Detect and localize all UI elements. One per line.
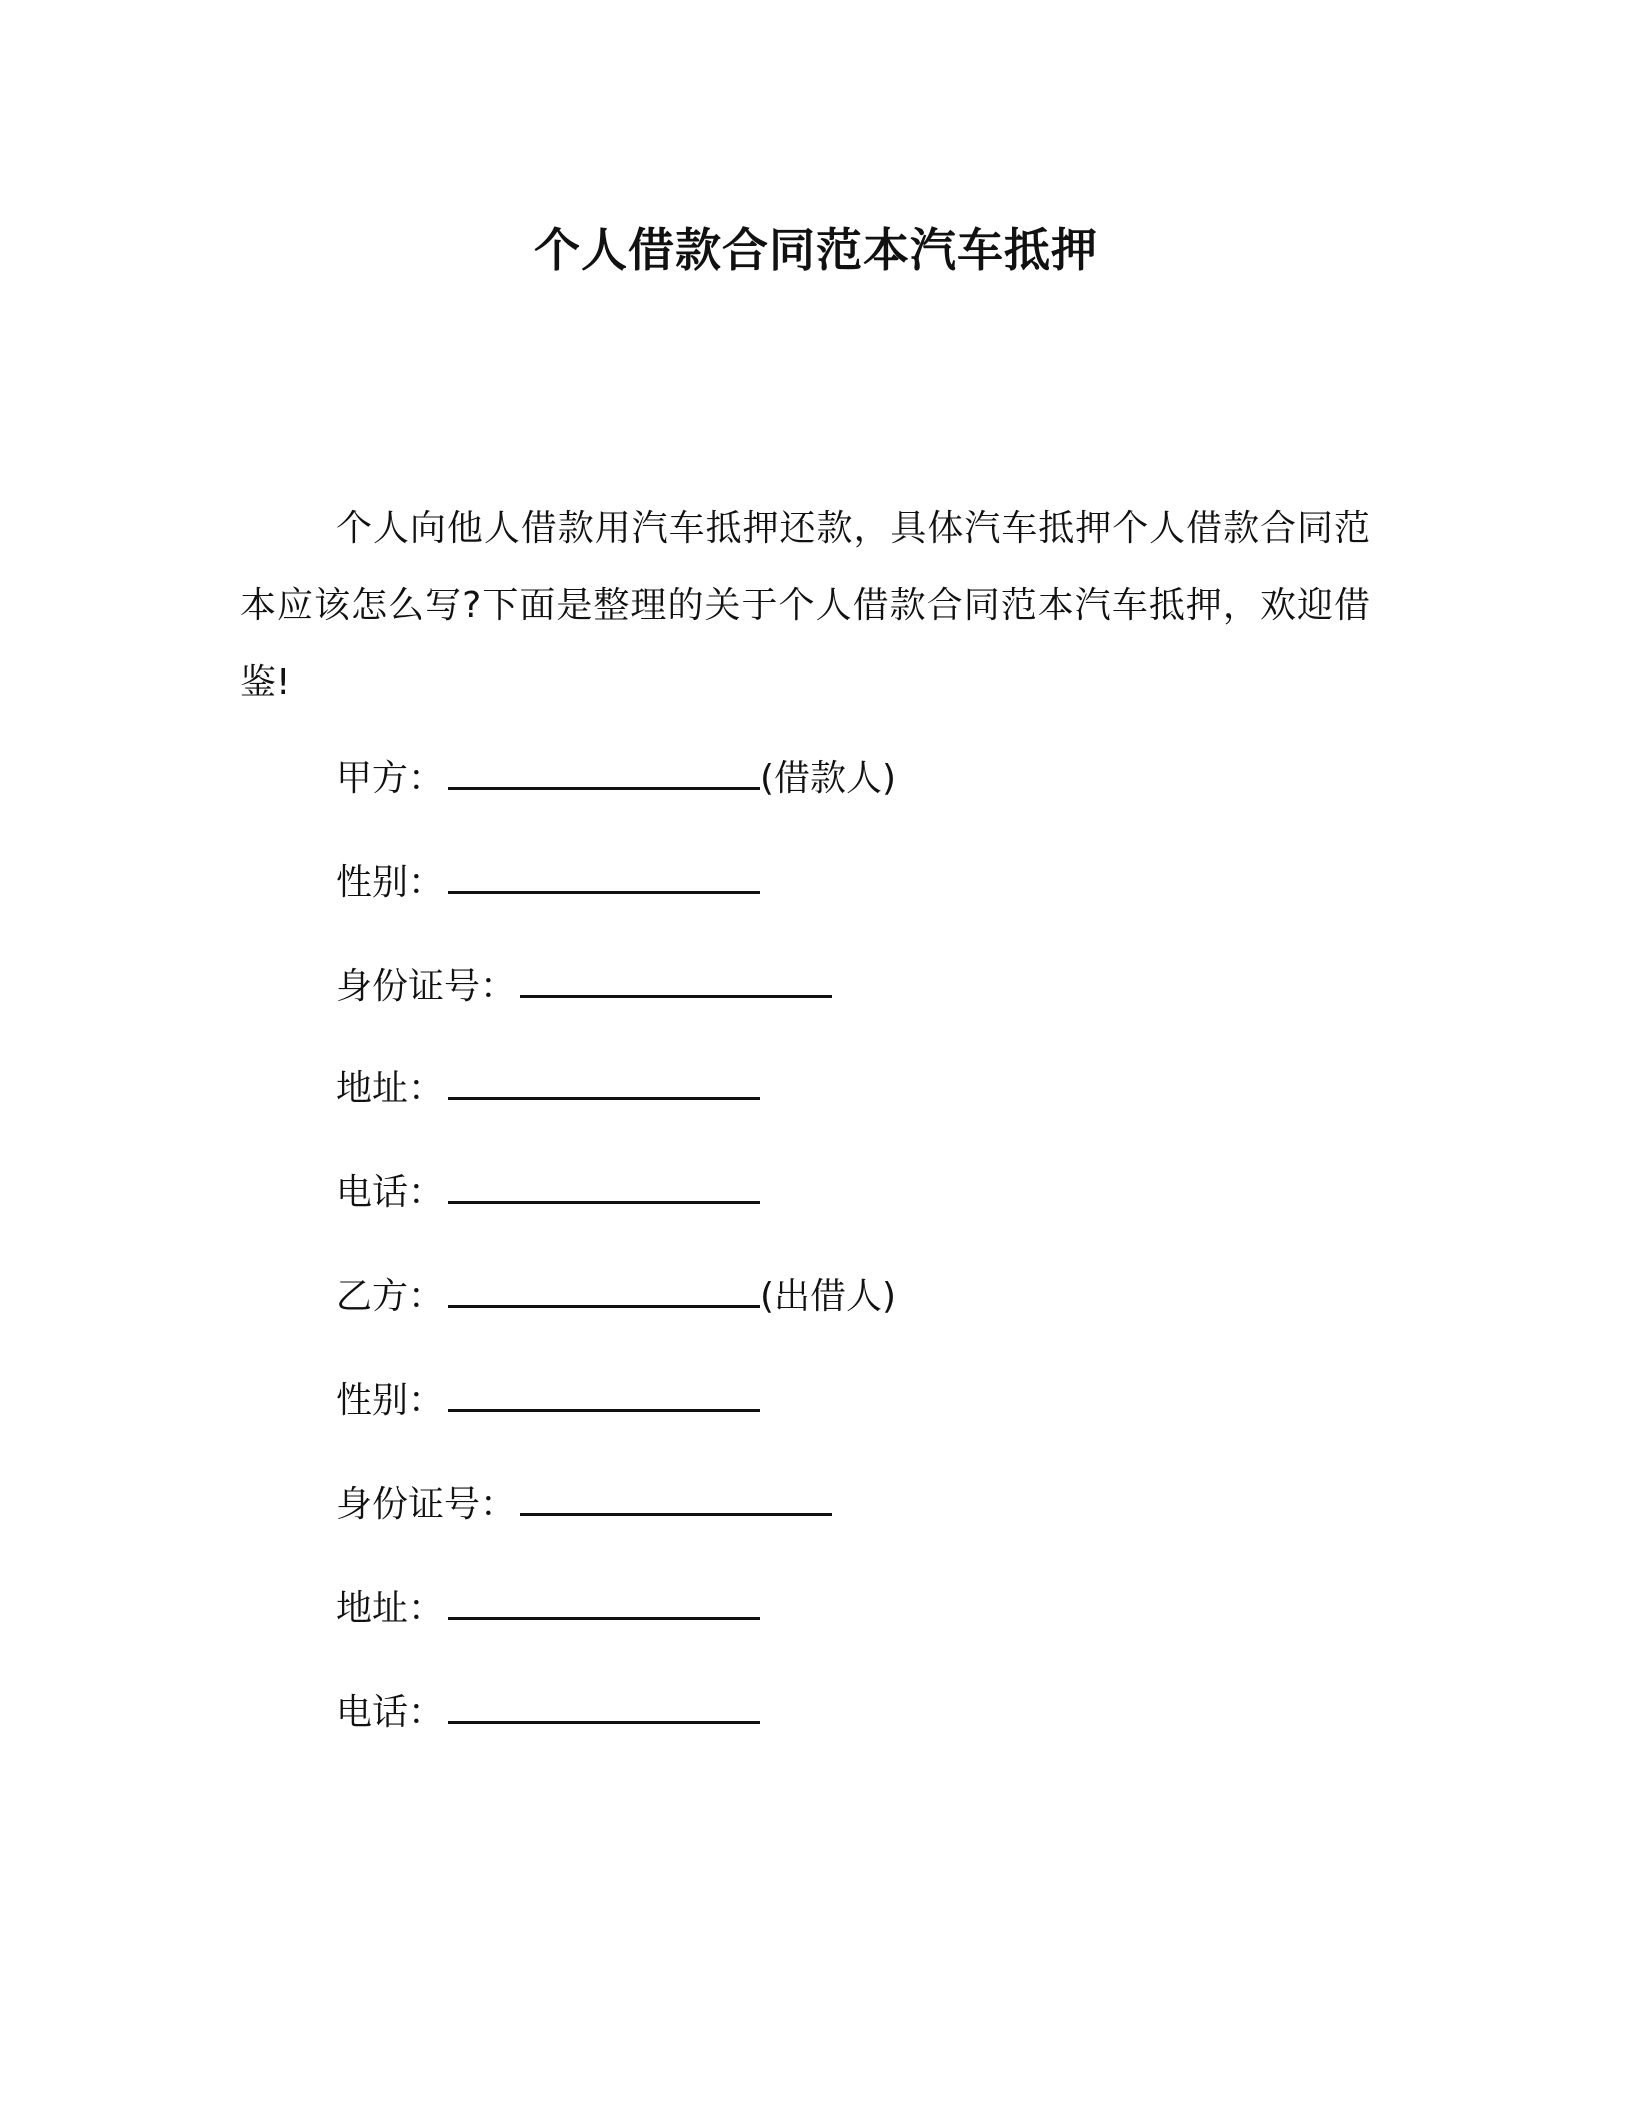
fill-in-blank-line bbox=[448, 1377, 760, 1412]
fill-in-blank-line bbox=[520, 1481, 832, 1516]
party-a-gender-field bbox=[336, 858, 760, 908]
field-label: 身份证号： bbox=[336, 966, 517, 1007]
fill-in-blank-line bbox=[520, 963, 832, 998]
fill-in-blank-line bbox=[448, 1273, 760, 1308]
fill-in-blank-line bbox=[448, 1065, 760, 1100]
party-b-name-field bbox=[336, 1272, 896, 1322]
field-label: 地址： bbox=[336, 1588, 445, 1629]
fill-in-blank-line bbox=[448, 859, 760, 894]
field-label: 电话： bbox=[336, 1692, 445, 1733]
party-b-phone-field bbox=[336, 1688, 760, 1738]
field-label: 性别： bbox=[336, 862, 445, 903]
fill-in-blank-line bbox=[448, 1585, 760, 1620]
party-a-address-field bbox=[336, 1064, 760, 1114]
party-b-gender-field bbox=[336, 1376, 760, 1426]
party-a-name-field bbox=[336, 754, 896, 804]
field-label: 身份证号： bbox=[336, 1484, 517, 1525]
field-label: 电话： bbox=[336, 1172, 445, 1213]
party-a-phone-field bbox=[336, 1168, 760, 1218]
field-label: 地址： bbox=[336, 1068, 445, 1109]
intro-paragraph: 个人向他人借款用汽车抵押还款，具体汽车抵押个人借款合同范本应该怎么写?下面是整理的关于个人借款合同范本汽车抵押，欢迎借鉴! bbox=[240, 508, 1370, 703]
field-label: 乙方： bbox=[336, 1276, 445, 1317]
field-label: 性别： bbox=[336, 1380, 445, 1421]
document-title: 个人借款合同范本汽车抵押 bbox=[534, 223, 1098, 277]
party-b-id-number-field bbox=[336, 1480, 832, 1530]
field-label: 甲方： bbox=[336, 758, 445, 799]
field-suffix: (出借人) bbox=[760, 1276, 897, 1317]
party-a-id-number-field bbox=[336, 962, 832, 1012]
fill-in-blank-line bbox=[448, 1169, 760, 1204]
fill-in-blank-line bbox=[448, 755, 760, 790]
fill-in-blank-line bbox=[448, 1689, 760, 1724]
party-b-address-field bbox=[336, 1584, 760, 1634]
field-suffix: (借款人) bbox=[760, 758, 897, 799]
